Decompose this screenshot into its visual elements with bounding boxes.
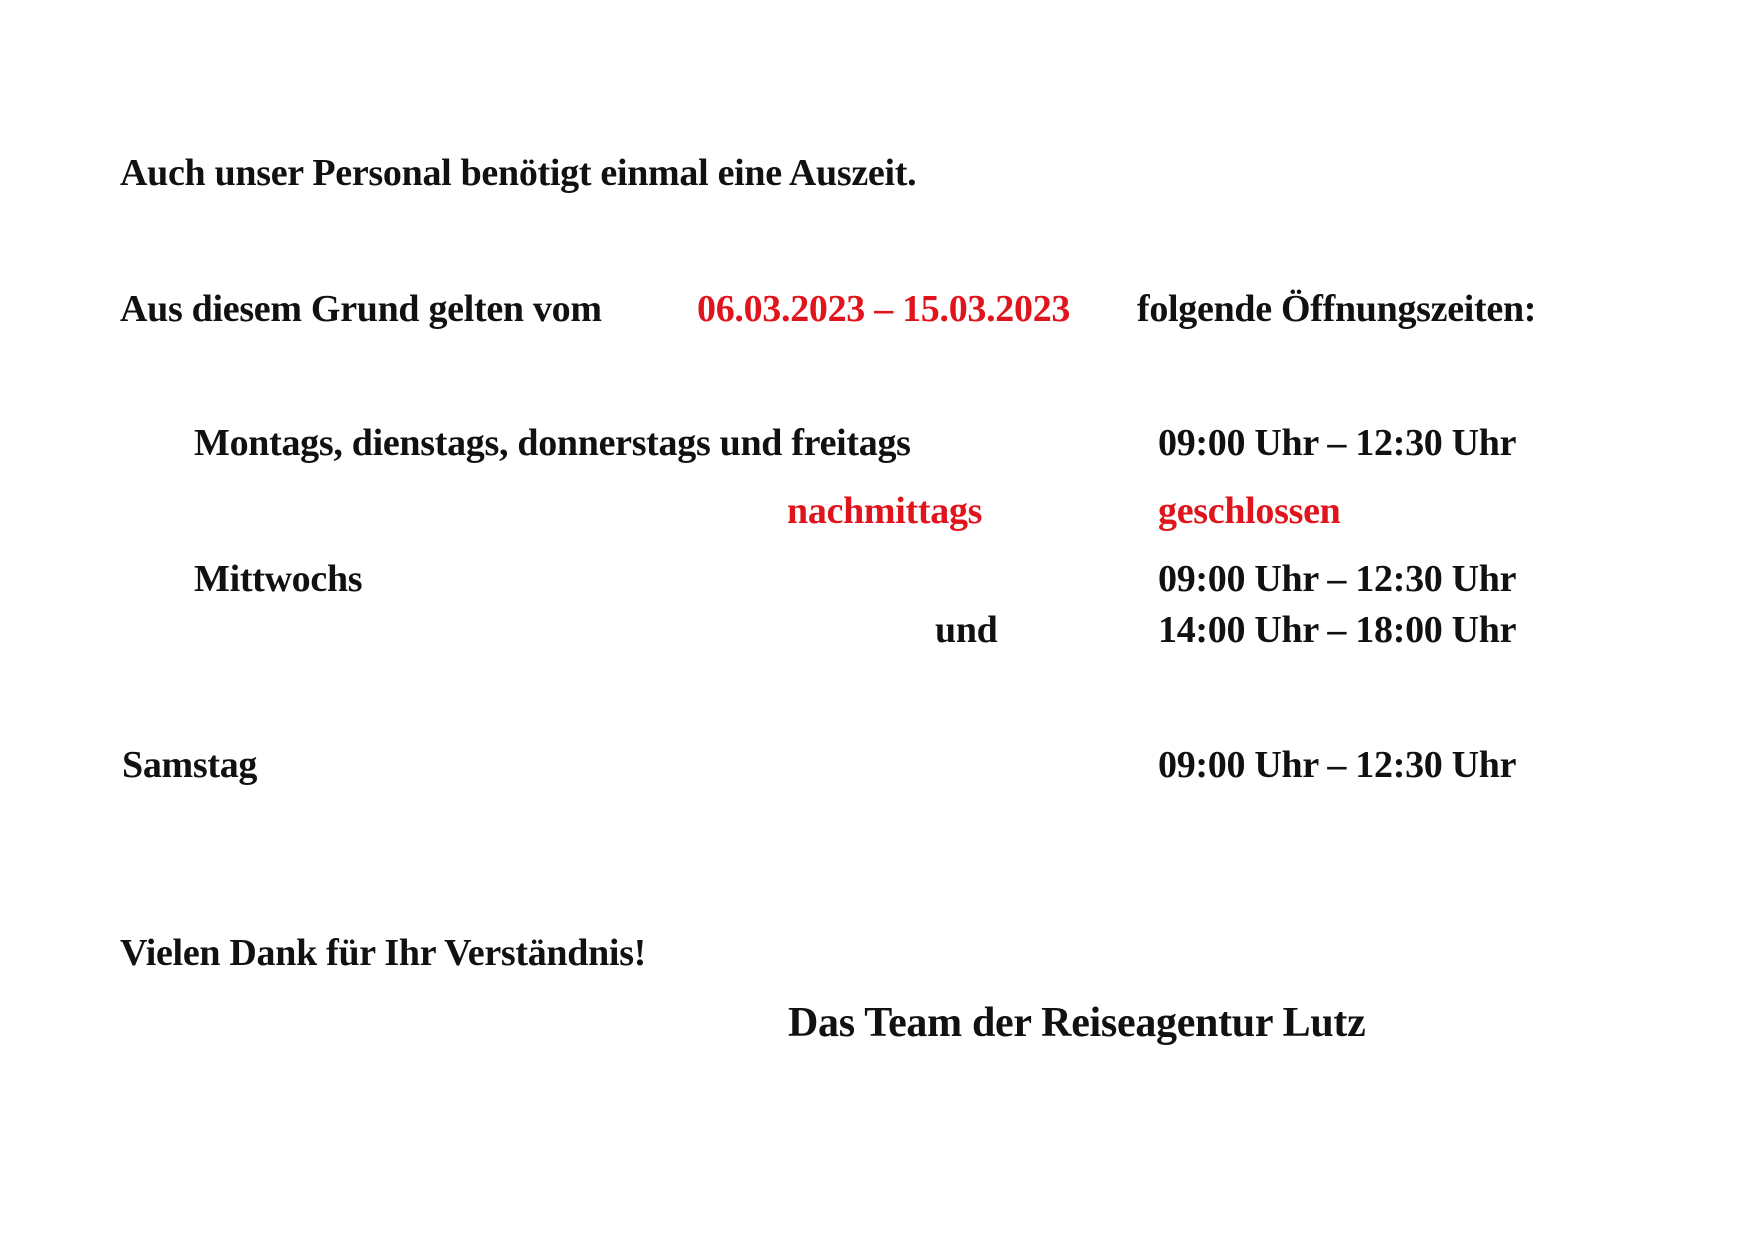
- wednesday-time-1: 09:00 Uhr – 12:30 Uhr: [1158, 558, 1517, 600]
- intro-prefix: Aus diesem Grund gelten vom: [120, 288, 602, 330]
- weekdays-time: 09:00 Uhr – 12:30 Uhr: [1158, 422, 1517, 464]
- date-range: 06.03.2023 – 15.03.2023: [697, 288, 1071, 330]
- weekdays-label: Montags, dienstags, donnerstags und freitags: [194, 422, 911, 464]
- wednesday-label: Mittwochs: [194, 558, 363, 600]
- afternoon-status: geschlossen: [1158, 490, 1341, 532]
- afternoon-label: nachmittags: [787, 490, 983, 532]
- signature: Das Team der Reiseagentur Lutz: [788, 1000, 1366, 1046]
- wednesday-time-2: 14:00 Uhr – 18:00 Uhr: [1158, 609, 1517, 651]
- thanks-text: Vielen Dank für Ihr Verständnis!: [120, 932, 647, 974]
- headline: Auch unser Personal benötigt einmal eine Auszeit.: [120, 152, 917, 194]
- saturday-time: 09:00 Uhr – 12:30 Uhr: [1158, 744, 1517, 786]
- intro-suffix: folgende Öffnungszeiten:: [1137, 288, 1537, 330]
- saturday-label: Samstag: [122, 744, 258, 786]
- wednesday-and: und: [935, 609, 998, 651]
